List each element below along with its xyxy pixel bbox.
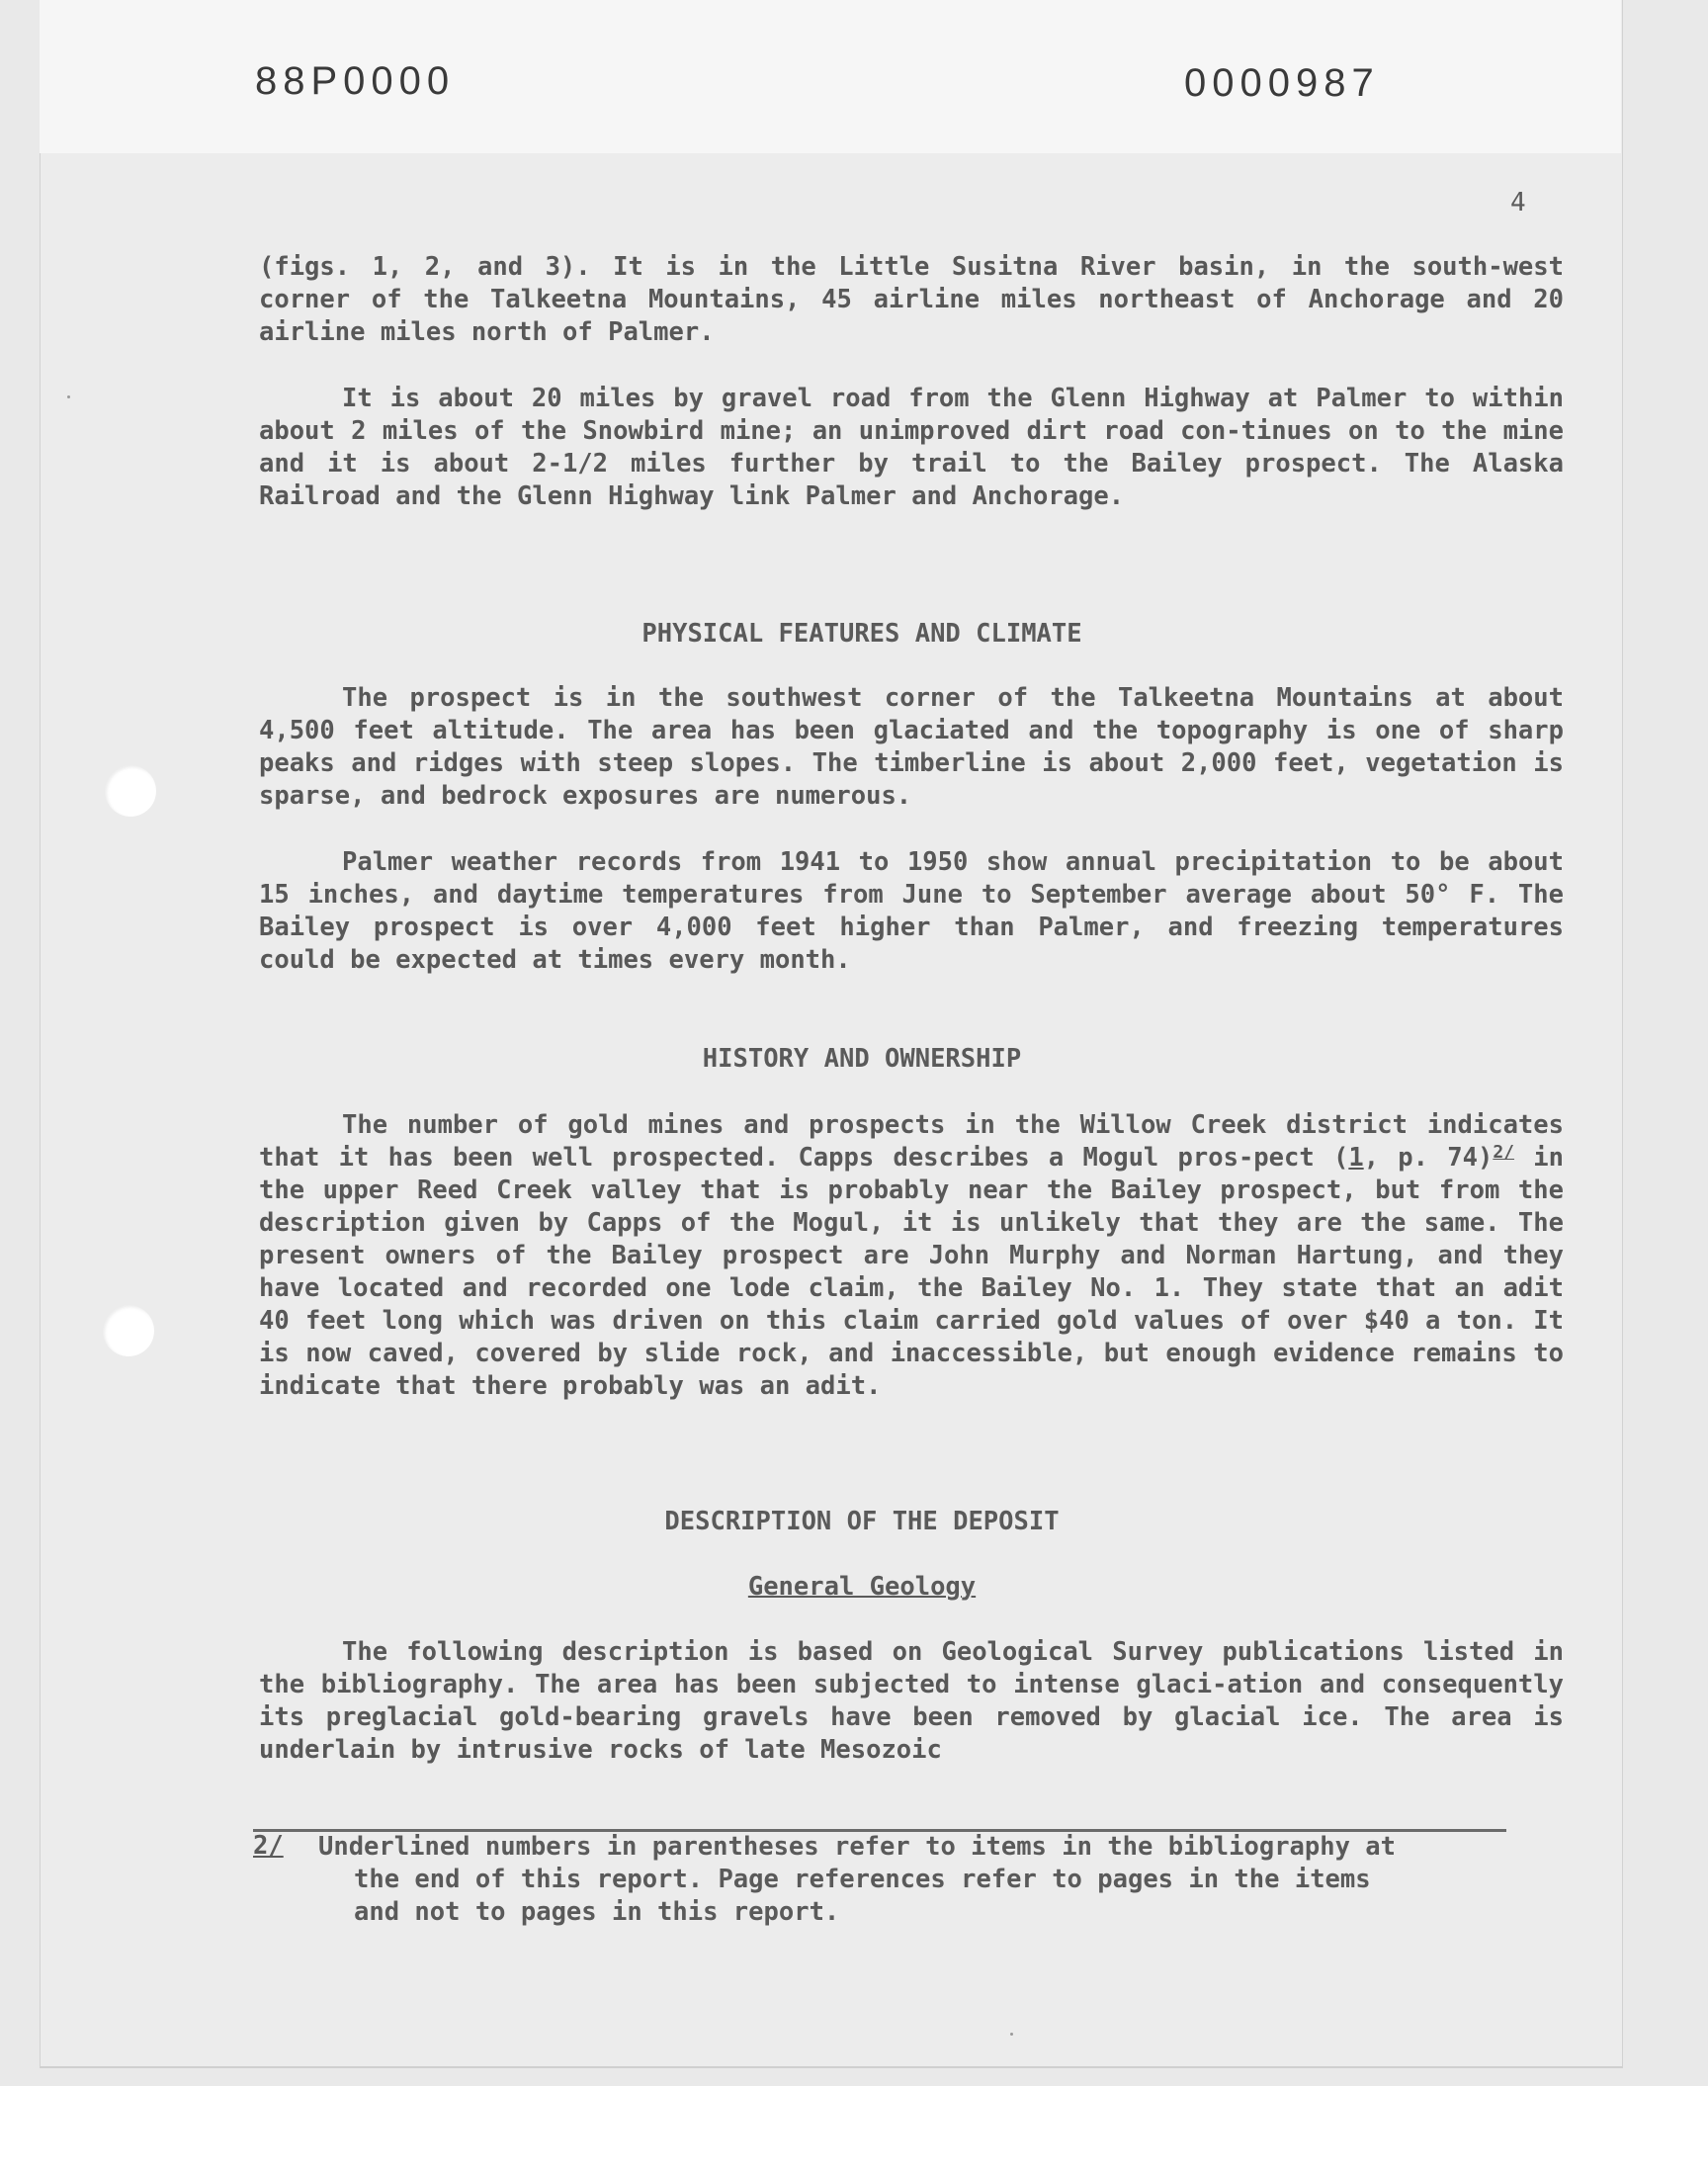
paragraph-access: It is about 20 miles by gravel road from the Glenn Highway at Palmer to within about 2 miles of the Snowbird mine; an unimproved dirt road con-tinues on to the mine and it is about 2-1/2 miles further by trail to the Bailey prospect. The Alaska Railroad and the Glenn Highway link Palmer and Anchorage. [259,384,1564,511]
page-number: 4 [1510,188,1526,218]
punch-hole-lower [103,1305,154,1356]
scan-speck [67,395,70,398]
footnote-text: Underlined numbers in parentheses refer to items in the bibliography at the end of this report. Page references refer to pages in the items and not to pages in this report. [318,1832,1397,1927]
punch-hole-upper [105,765,156,817]
paragraph-physical: The prospect is in the southwest corner of the Talkeetna Mountains at about 4,500 feet altitude. The area has been glaciated and the topography is one of sharp peaks and ridges with steep slopes. The timberline is about 2,000 feet, vegetation is sparse, and bedrock exposures are numerous. [259,683,1564,811]
heading-description-deposit: DESCRIPTION OF THE DEPOSIT [664,1507,1060,1536]
paragraph-climate: Palmer weather records from 1941 to 1950 show annual precipitation to be about 15 inches, and daytime temperatures from June to September average about 50° F. The Bailey prospect is over 4,000 feet higher than Palmer, and freezing temperatures could be expected at times every month. [259,847,1564,975]
footnote-marker: 2/ [253,1831,284,1861]
paragraph-geology: The following description is based on Geological Survey publications listed in the bibliography. The area has been subjected to intense glaci-ation and consequently its preglacial gold-bearing gravels have been removed by glacial ice. The area is underlain by intrusive rocks of late Mesozoic [259,1637,1564,1765]
scan-code-right: 0000987 [1184,61,1380,105]
paragraph-intro: (figs. 1, 2, and 3). It is in the Little Susitna River basin, in the south-west corner of the Talkeetna Mountains, 45 airline miles northeast of Anchorage and 20 airline miles north of Palmer. [259,252,1564,347]
footnote-ref: 2/ [1493,1142,1515,1163]
heading-physical-features: PHYSICAL FEATURES AND CLIMATE [641,619,1082,649]
scan-speck [1010,2033,1013,2036]
heading-general-geology: General Geology [747,1572,977,1602]
heading-history: HISTORY AND OWNERSHIP [702,1044,1022,1074]
bibliography-ref: 1 [1348,1143,1364,1173]
scan-code-left: 88P0000 [255,59,456,103]
paragraph-history: The number of gold mines and prospects in the Willow Creek district indicates that it has been well prospected. Capps describes a Mogul pros-pect (1, p. 74)$^{2/}$ in the upper Reed Creek valley that is probably near the Bailey prospect, but from the description given by Capps of the Mogul, it is unlikely that they are the same. The present owners of the Bailey prospect are John Murphy and Norman Hartung, and they have located and recorded one lode claim, the Bailey No. 1. They state that an adit 40 feet long which was driven on this claim carried gold values of over $40 a ton. It is now caved, covered by slide rock, and inaccessible, but enough evidence remains to indicate that there probably was an adit. [259,1110,1564,1401]
